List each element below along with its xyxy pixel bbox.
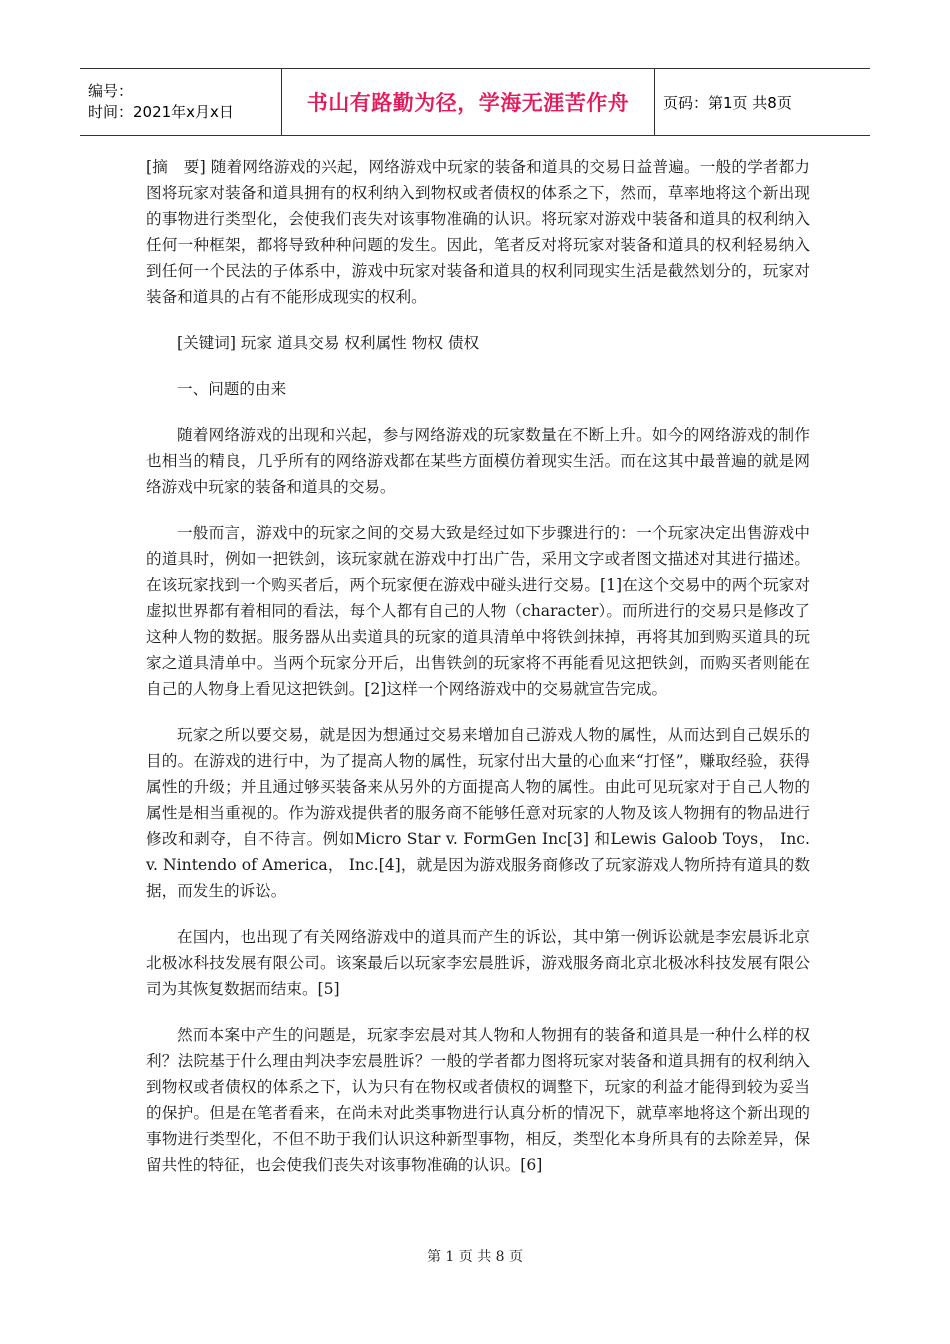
header-page-cell — [655, 69, 870, 135]
body-paragraph: 玩家之所以要交易，就是因为想通过交易来增加自己游戏人物的属性，从而达到自己娱乐的目的。在游戏的进行中，为了提高人物的属性，玩家付出大量的心血来“打怪”，赚取经验，获得属性的升级；并且通过够买装备来从另外的方面提高人物的属性。由此可见玩家对于自己人物的属性是相当重视的。作为游戏提供者的服务商不能够任意对玩家的人物及该人物拥有的物品进行修改和剥夺，自不待言。例如Micro Star v. FormGen Inc[3] 和Lewis Galoob Toys， Inc. v. Nintendo of America， Inc.[4]，就是因为游戏服务商修改了玩家游戏人物所持有道具的数据，而发生的诉讼。 — [146, 726, 810, 900]
body-paragraph: 随着网络游戏的出现和兴起，参与网络游戏的玩家数量在不断上升。如今的网络游戏的制作也相当的精良，几乎所有的网络游戏都在某些方面模仿着现实生活。而在这其中最普遍的就是网络游戏中玩家的装备和道具的交易。 — [146, 426, 810, 496]
header-motto-cell — [282, 69, 655, 135]
header-motto: 书山有路勤为径，学海无涯苦作舟 — [306, 91, 630, 115]
header-page-number: 页码：第1页 共8页 — [663, 93, 792, 112]
document-number: 编号： — [88, 82, 134, 100]
page-footer: 第 1 页 共 8 页 — [426, 1249, 524, 1265]
section-heading: 一、问题的由来 — [177, 380, 287, 398]
header-meta — [80, 69, 282, 135]
document-body — [146, 154, 810, 1198]
body-paragraph: 一般而言，游戏中的玩家之间的交易大致是经过如下步骤进行的：一个玩家决定出售游戏中的道具时，例如一把铁剑，该玩家就在游戏中打出广告，采用文字或者图文描述对其进行描述。在该玩家找到一个购买者后，两个玩家便在游戏中碰头进行交易。[1]在这个交易中的两个玩家对虚拟世界都有着相同的看法，每个人都有自己的人物（character）。而所进行的交易只是修改了这种人物的数据。服务器从出卖道具的玩家的道具清单中将铁剑抹掉，再将其加到购买道具的玩家之道具清单中。当两个玩家分开后，出售铁剑的玩家将不再能看见这把铁剑，而购买者则能在自己的人物身上看见这把铁剑。[2]这样一个网络游戏中的交易就宣告完成。 — [146, 524, 810, 698]
abstract-paragraph: [摘 要] 随着网络游戏的兴起，网络游戏中玩家的装备和道具的交易日益普遍。一般的学者都力图将玩家对装备和道具拥有的权利纳入到物权或者债权的体系之下，然而，草率地将这个新出现的事物进行类型化，会使我们丧失对该事物准确的认识。将玩家对游戏中装备和道具的权利纳入任何一种框架，都将导致种种问题的发生。因此，笔者反对将玩家对装备和道具的权利轻易纳入到任何一个民法的子体系中，游戏中玩家对装备和道具的权利同现实生活是截然划分的，玩家对装备和道具的占有不能形成现实的权利。 — [146, 158, 810, 306]
keywords-paragraph: [关键词] 玩家 道具交易 权利属性 物权 债权 — [177, 334, 480, 352]
body-paragraph: 然而本案中产生的问题是，玩家李宏晨对其人物和人物拥有的装备和道具是一种什么样的权利？法院基于什么理由判决李宏晨胜诉？一般的学者都力图将玩家对装备和道具拥有的权利纳入到物权或者债权的体系之下，认为只有在物权或者债权的调整下，玩家的利益才能得到较为妥当的保护。但是在笔者看来，在尚未对此类事物进行认真分析的情况下，就草率地将这个新出现的事物进行类型化，不但不助于我们认识这种新型事物，相反，类型化本身所具有的去除差异，保留共性的特征，也会使我们丧失对该事物准确的认识。[6] — [146, 1026, 810, 1174]
body-paragraph: 在国内，也出现了有关网络游戏中的道具而产生的诉讼，其中第一例诉讼就是李宏晨诉北京北极冰科技发展有限公司。该案最后以玩家李宏晨胜诉，游戏服务商北京北极冰科技发展有限公司为其恢复数据而结束。[5] — [146, 928, 810, 998]
document-header — [80, 68, 870, 136]
document-date: 时间：2021年x月x日 — [88, 103, 234, 121]
